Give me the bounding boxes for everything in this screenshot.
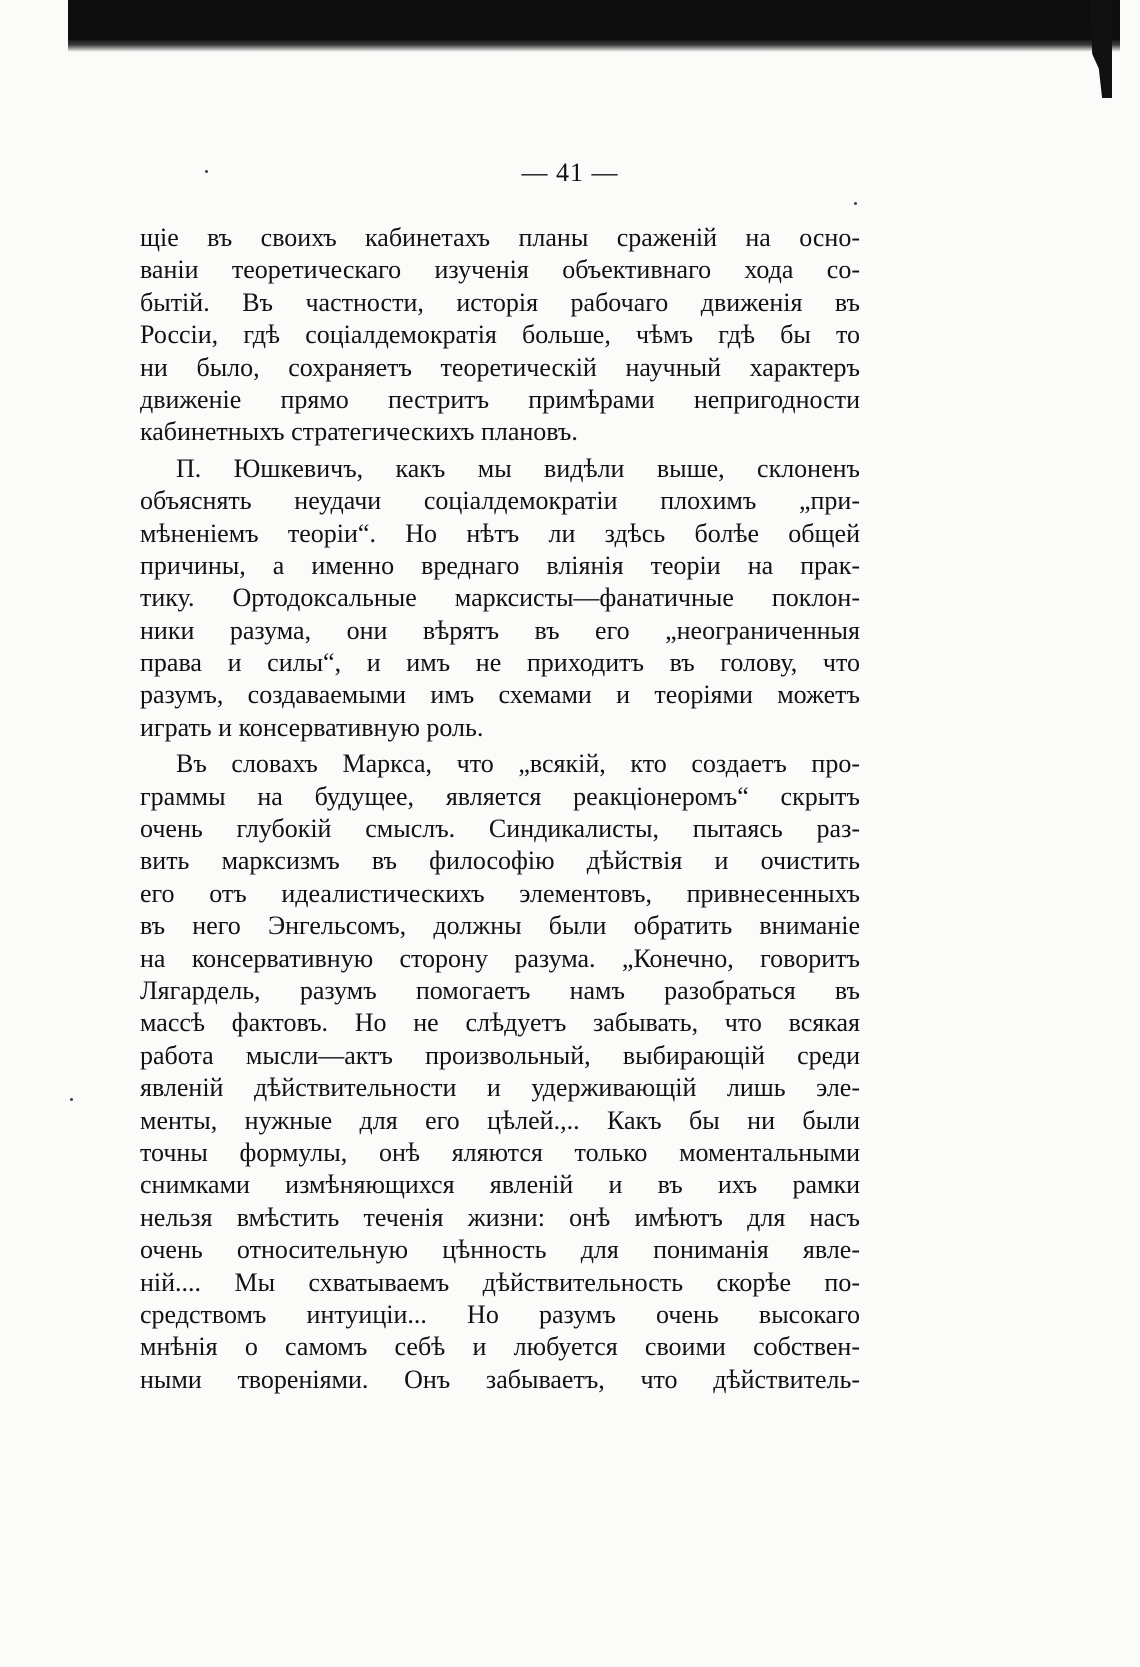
text-line: причины, а именно вреднаго вліянія теоріи на прак- (140, 550, 860, 580)
paragraph-1 (140, 222, 860, 449)
text-line: тику. Ортодоксальные марксисты—фанатичные поклон- (140, 583, 860, 613)
text-line: П. Юшкевичъ, какъ мы видѣли выше, склоненъ (176, 453, 860, 483)
text-line: очень относительную цѣнность для пониманія явле- (140, 1235, 860, 1265)
text-line: щіе въ своихъ кабинетахъ планы сраженій на осно- (140, 223, 860, 252)
text-line: ни было, сохраняетъ теоретическій научный характеръ (140, 352, 860, 382)
text-line: играть и консервативную роль. (140, 712, 484, 742)
text-line: массѣ фактовъ. Но не слѣдуетъ забывать, что всякая (140, 1008, 860, 1038)
text-line: ваніи теоретическаго изученія объективнаго хода со- (140, 255, 860, 285)
text-line: Въ словахъ Маркса, что „всякій, кто создаетъ про- (176, 749, 860, 779)
text-line: граммы на будущее, является реакціонеромъ“ скрытъ (140, 781, 860, 811)
text-line: вить марксизмъ въ философію дѣйствія и очистить (140, 846, 860, 876)
text-line: ній.... Мы схватываемъ дѣйствительность скорѣе по- (140, 1267, 860, 1297)
text-line: бытій. Въ частности, исторія рабочаго движенія въ (140, 287, 860, 317)
text-line: точны формулы, онѣ яляются только моментальными (140, 1137, 860, 1167)
body-text (140, 222, 860, 1400)
text-line: разумъ, создаваемыми имъ схемами и теоріями можетъ (140, 680, 860, 710)
scan-speck (70, 1098, 73, 1101)
text-line: ными твореніями. Онъ забываетъ, что дѣйствитель- (140, 1364, 860, 1394)
text-line: снимками измѣняющихся явленій и въ ихъ рамки (140, 1170, 860, 1200)
page-number: — 41 — (521, 158, 619, 187)
scan-border-top (68, 0, 1120, 44)
text-line: работа мысли—актъ произвольный, выбирающій среди (140, 1040, 860, 1070)
text-line: мнѣнія о самомъ себѣ и любуется своими собствен- (140, 1332, 860, 1362)
scan-border-corner (1090, 0, 1112, 98)
text-line: его отъ идеалистическихъ элементовъ, привнесенныхъ (140, 878, 860, 908)
scan-speck (854, 202, 857, 205)
text-line: Россіи, гдѣ соціалдемократія больше, чѣмъ гдѣ бы то (140, 320, 860, 350)
text-line: объяснять неудачи соціалдемократіи плохимъ „при- (140, 486, 860, 516)
text-line: права и силы“, и имъ не приходитъ въ голову, что (140, 648, 860, 678)
text-line: на консервативную сторону разума. „Конечно, говоритъ (140, 943, 860, 973)
text-line: менты, нужные для его цѣлей.,.. Какъ бы ни были (140, 1105, 860, 1135)
text-line: очень глубокій смыслъ. Синдикалисты, пытаясь раз- (140, 814, 860, 844)
paragraph-2 (140, 453, 860, 745)
text-line: въ него Энгельсомъ, должны были обратить вниманіе (140, 911, 860, 941)
text-line: мѣненіемъ теоріи“. Но нѣтъ ли здѣсь болѣе общей (140, 518, 860, 548)
paragraph-3 (140, 748, 860, 1396)
text-line: явленій дѣйствительности и удерживающій лишь эле- (140, 1073, 860, 1103)
text-line: средствомъ интуиціи... Но разумъ очень высокаго (140, 1299, 860, 1329)
text-line: движеніе прямо пестритъ примѣрами непригодности (140, 384, 860, 414)
text-line: нельзя вмѣстить теченія жизни: онѣ имѣютъ для насъ (140, 1202, 860, 1232)
text-line: ники разума, они вѣрятъ въ его „неограниченныя (140, 615, 860, 645)
text-line: кабинетныхъ стратегическихъ плановъ. (140, 417, 578, 447)
scan-border-shadow (68, 40, 1120, 52)
text-line: Лягардель, разумъ помогаетъ намъ разобраться въ (140, 975, 860, 1005)
scan-speck (205, 170, 208, 173)
